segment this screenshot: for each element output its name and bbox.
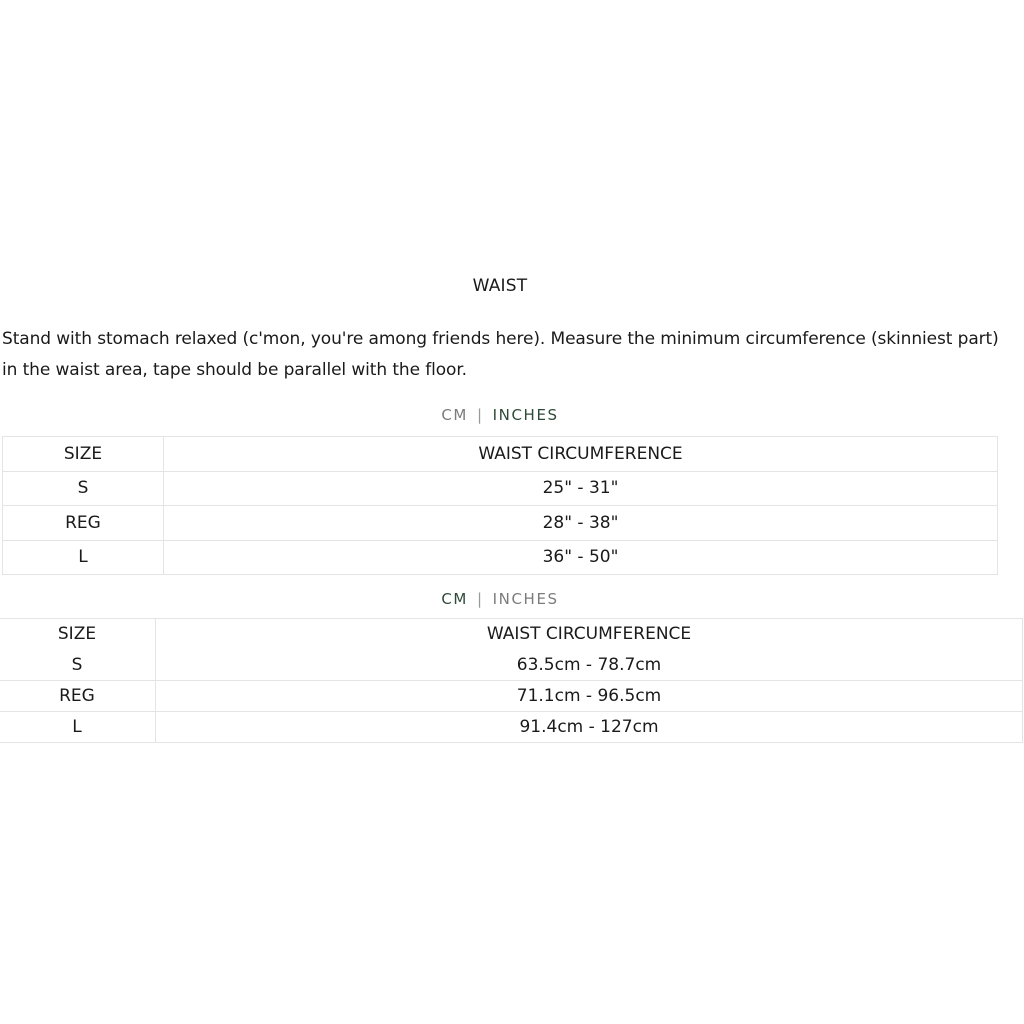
table-row [3,471,998,506]
size-cell: REG [0,681,156,712]
section-title: WAIST [472,276,528,296]
size-cell: L [3,540,164,575]
column-header-size: SIZE [0,619,156,650]
waist-cell: 25" - 31" [164,471,998,506]
size-cell: S [0,650,156,681]
column-header-size: SIZE [3,437,164,472]
column-header-waist: WAIST CIRCUMFERENCE [156,619,1023,650]
column-header-waist: WAIST CIRCUMFERENCE [164,437,998,472]
measurement-instructions: Stand with stomach relaxed (c'mon, you're among friends here). Measure the minimum circumference (skinniest part) in the waist area, tape should be parallel with the floor. [2,329,999,380]
waist-cell: 28" - 38" [164,506,998,541]
unit-cm-option[interactable]: CM [441,590,468,608]
unit-separator: | [476,590,484,608]
unit-toggle-cm-table [0,590,1000,608]
table-row [3,506,998,541]
unit-cm-option[interactable]: CM [441,406,468,424]
table-row [0,681,1023,712]
size-table-inches [2,436,998,575]
unit-toggle-inches-table [0,406,1000,424]
table-row [3,540,998,575]
waist-cell: 91.4cm - 127cm [156,712,1023,743]
table-header-row [3,437,998,472]
size-cell: REG [3,506,164,541]
unit-inches-option[interactable]: INCHES [492,406,559,424]
size-cell: L [0,712,156,743]
waist-cell: 71.1cm - 96.5cm [156,681,1023,712]
waist-cell: 63.5cm - 78.7cm [156,650,1023,681]
table-header-row [0,619,1023,650]
size-table-cm [0,618,1023,743]
waist-cell: 36" - 50" [164,540,998,575]
table-row [0,712,1023,743]
unit-separator: | [476,406,484,424]
size-cell: S [3,471,164,506]
unit-inches-option[interactable]: INCHES [492,590,559,608]
table-row [0,650,1023,681]
